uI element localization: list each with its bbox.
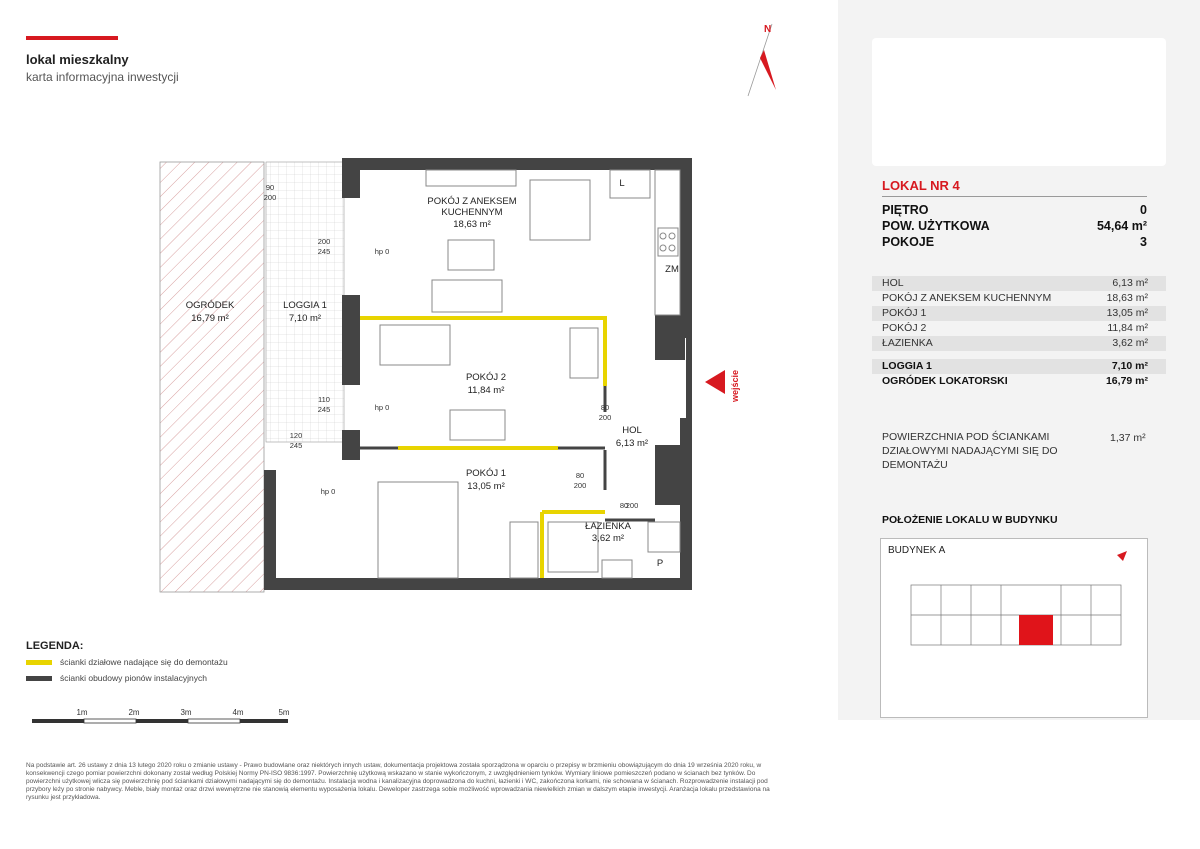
loggia-name: LOGGIA 1 [283,300,327,311]
legend-title: LEGENDA: [26,640,84,652]
scale-label: 3m [180,708,192,717]
room1-furniture [378,482,680,578]
dim-label: 120 [289,431,303,440]
page-subtitle: karta informacyjna inwestycji [26,70,179,84]
garden-name: OGRÓDEK [185,300,235,311]
entrance-arrow-icon [705,370,725,394]
floor-plan [150,150,740,600]
garden-area [160,162,264,592]
kitchen-name-1: POKÓJ Z ANEKSEM [427,196,517,207]
fixture-p: P [656,558,664,569]
room-row-name: ŁAZIENKA [882,337,933,349]
mini-north-icon [1117,551,1127,561]
legend-item [26,657,228,667]
entrance-label: wejście [730,369,740,403]
room2-area-label: 11,84 m² [467,385,505,396]
dim-label: 90 [265,183,275,192]
garden-area-label: 16,79 m² [191,313,229,324]
fixture-l: L [619,178,625,189]
demountable-area-value: 1,37 m² [1110,432,1146,444]
usable-area-value: 54,64 m² [1096,219,1147,233]
dim-label: 245 [317,405,331,414]
room-row [872,276,1166,291]
rooms-count-label: POKOJE [882,235,935,249]
north-label: N [764,24,772,35]
hp-label: hp 0 [374,403,390,412]
room-row-area: 18,63 m² [1106,292,1148,304]
room-row-name: POKÓJ 2 [882,322,927,334]
building-outline [881,539,1147,717]
room-area-list [872,276,1166,389]
hp-label: hp 0 [374,247,390,256]
unit-highlight [1019,615,1053,645]
room-row-name: POKÓJ 1 [882,307,927,319]
room1-name: POKÓJ 1 [465,468,507,479]
room-row [872,321,1166,336]
extra-row-name: LOGGIA 1 [882,360,932,372]
dim-label: 245 [317,247,331,256]
kitchen-counter [426,170,680,315]
bathroom-area-label: 3,62 m² [591,533,625,544]
legend-swatch [26,676,52,681]
usable-area-label: POW. UŻYTKOWA [882,219,990,233]
room-row-area: 11,84 m² [1107,322,1148,334]
usable-area-row [882,219,1147,233]
dim-label: 200 [263,193,277,202]
bathroom-name: ŁAZIENKA [585,521,631,532]
dim-label: 200 [573,481,587,490]
room-row-name: HOL [882,277,904,289]
scale-label: 5m [278,708,290,717]
extra-row [872,359,1166,374]
scale-bar [30,705,292,729]
hol-name: HOL [622,425,642,436]
dim-label: 80 [575,471,585,480]
extra-row-name: OGRÓDEK LOKATORSKI [882,375,1008,387]
room-row-name: POKÓJ Z ANEKSEM KUCHENNYM [882,292,1052,304]
dim-label: 110 [318,395,330,404]
legal-footnote: Na podstawie art. 26 ustawy z dnia 13 lutego 2020 roku o zmianie ustawy - Prawo budowlane oraz niektórych innych ustaw, dokumentacja projektowa została sporządzona w oparciu o przepisy w brzmieniu obowiązującym do dnia 19 września 2020 roku, w konsekwencji czego pomiar powierzchni dokonany został według Polskiej Normy PN-ISO 9836:1997. Powierzchnię użytkową wskazano w stanie wykończonym, z uwzględnieniem tynków. Wymiary liniowe pomieszczeń podano w ścianach bez tynków. Do powierzchni użytkowej wlicza się powierzchnię pod ściankami działowymi nadającymi się do demontażu. Instalacja wodna i kanalizacyjna doprowadzona do kuchni, łazienki i WC, zakończona korkami, nie schowana w ścianach. Rozprowadzenie instalacji pod przybory leży po stronie nabywcy. Meble, biały montaż oraz drzwi wewnętrzne nie stanowią elementu wyposażenia lokalu. Deweloper zastrzega sobie możliwość wprowadzania niewielkich zmian w dalszym etapie inwestycji. Aranżacja lokalu przedstawiona na rysunku jest przykładowa. [26,762,770,801]
floor-value: 0 [1140,203,1147,217]
scale-label: 4m [232,708,244,717]
north-arrow-icon [740,18,790,98]
dim-label: 80 [619,501,629,510]
extra-row [872,374,1166,389]
scale-label: 1m [76,708,88,717]
rooms-count-row [882,235,1147,249]
legend-item [26,673,207,683]
position-title: POŁOŻENIE LOKALU W BUDYNKU [882,514,1058,526]
room-row-area: 6,13 m² [1112,277,1148,289]
scale-label: 2m [128,708,140,717]
legend-label: ścianki obudowy pionów instalacyjnych [60,673,207,683]
room-row-area: 13,05 m² [1106,307,1148,319]
room2-name: POKÓJ 2 [465,372,507,383]
building-position-map [880,538,1148,718]
hol-area-label: 6,13 m² [615,438,649,449]
dim-label: 80 [600,403,610,412]
demountable-area-text: POWIERZCHNIA POD ŚCIANKAMI DZIAŁOWYMI NADAJĄCYMI SIĘ DO DEMONTAŻU [882,431,1058,471]
kitchen-area-label: 18,63 m² [453,219,491,230]
page-title: lokal mieszkalny [26,52,129,67]
info-panel-logo-area [872,38,1166,166]
interior-walls [360,386,655,520]
dim-label: 200 [317,237,331,246]
unit-title: LOKAL NR 4 [882,178,960,193]
room1-area-label: 13,05 m² [467,481,505,492]
extra-row-area: 7,10 m² [1111,360,1148,372]
dim-label: 200 [598,413,612,422]
legend-swatch [26,660,52,665]
room-row [872,336,1166,351]
dim-label: 245 [289,441,303,450]
floor-row [882,203,1147,217]
divider [882,196,1147,197]
floor-label: PIĘTRO [882,203,929,217]
fixture-zm: ZM [665,264,679,275]
room-row [872,306,1166,321]
header-accent-bar [26,36,118,40]
extra-row-area: 16,79 m² [1105,375,1148,387]
dim-label: 200 [625,501,639,510]
legend-label: ścianki działowe nadające się do demontażu [60,657,228,667]
building-label: BUDYNEK A [888,545,946,556]
kitchen-name-2: KUCHENNYM [441,207,503,218]
rooms-count-value: 3 [1140,235,1147,249]
hp-label: hp 0 [320,487,336,496]
room-row [872,291,1166,306]
room-row-area: 3,62 m² [1112,337,1148,349]
loggia-area-label: 7,10 m² [288,313,322,324]
